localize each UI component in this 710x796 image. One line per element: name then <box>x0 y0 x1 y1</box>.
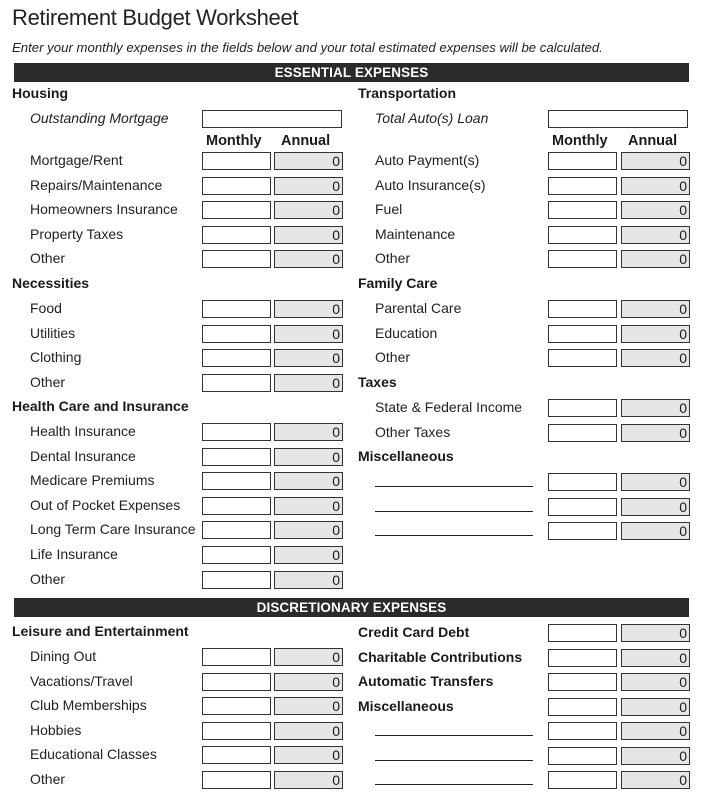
necessities-utilities-annual-value: 0 <box>274 325 343 343</box>
leisure-club-memberships-annual-value: 0 <box>274 697 343 715</box>
housing-mortgage-rent-monthly-input[interactable] <box>202 152 271 170</box>
health-health-insurance-annual-value: 0 <box>274 423 343 441</box>
health-life-insurance-label: Life Insurance <box>30 546 118 562</box>
discretionary-misc-custom-1-monthly-input[interactable] <box>548 722 617 740</box>
housing-other-annual-value: 0 <box>274 250 343 268</box>
necessities-food-monthly-input[interactable] <box>202 300 271 318</box>
discretionary-misc-custom-3-annual-value: 0 <box>621 771 690 789</box>
health-dental-insurance-monthly-input[interactable] <box>202 448 271 466</box>
miscellaneous-custom-2-monthly-input[interactable] <box>548 498 617 516</box>
health-medicare-premiums-monthly-input[interactable] <box>202 472 271 490</box>
family-care-parental-care-monthly-input[interactable] <box>548 300 617 318</box>
housing-section-title: Housing <box>12 85 68 101</box>
family-care-other-annual-value: 0 <box>621 349 690 367</box>
leisure-club-memberships-label: Club Memberships <box>30 697 147 714</box>
leisure-educational-classes-monthly-input[interactable] <box>202 746 271 764</box>
necessities-other-annual-value: 0 <box>274 374 343 392</box>
housing-repairs-maintenance-monthly-input[interactable] <box>202 177 271 195</box>
outstanding-mortgage-label: Outstanding Mortgage <box>30 110 169 126</box>
miscellaneous-custom-3-monthly-input[interactable] <box>548 522 617 540</box>
transportation-other-monthly-input[interactable] <box>548 250 617 268</box>
housing-mortgage-rent-label: Mortgage/Rent <box>30 152 123 168</box>
charitable-contributions-label: Charitable Contributions <box>358 648 523 665</box>
housing-homeowners-insurance-annual-value: 0 <box>274 201 343 219</box>
transportation-other-annual-value: 0 <box>621 250 690 268</box>
health-out-of-pocket-expenses-annual-value: 0 <box>274 497 343 515</box>
necessities-clothing-annual-value: 0 <box>274 349 343 367</box>
transportation-fuel-monthly-input[interactable] <box>548 201 617 219</box>
leisure-dining-out-label: Dining Out <box>30 648 97 664</box>
discretionary-misc-custom-2-monthly-input[interactable] <box>548 747 617 765</box>
family-care-education-annual-value: 0 <box>621 325 690 343</box>
page-title: Retirement Budget Worksheet <box>12 5 299 30</box>
health-out-of-pocket-expenses-label: Out of Pocket Expenses <box>30 496 181 513</box>
annual-column-header: Annual <box>281 133 331 149</box>
health-dental-insurance-label: Dental Insurance <box>30 447 136 464</box>
family-care-parental-care-label: Parental Care <box>375 300 462 316</box>
leisure-section-title: Leisure and Entertainment <box>12 623 189 639</box>
leisure-educational-classes-label: Educational Classes <box>30 746 157 763</box>
family-care-education-monthly-input[interactable] <box>548 325 617 343</box>
automatic-transfers-monthly-input[interactable] <box>548 673 617 691</box>
miscellaneous-section-title: Miscellaneous <box>358 448 454 464</box>
custom-label-line[interactable] <box>375 535 533 536</box>
leisure-vacations-travel-annual-value: 0 <box>274 673 343 691</box>
taxes-state-federal-income-label: State & Federal Income <box>375 399 523 415</box>
health-other-label: Other <box>30 570 66 587</box>
health-medicare-premiums-annual-value: 0 <box>274 472 343 490</box>
transportation-auto-insurance-s-label: Auto Insurance(s) <box>375 176 486 193</box>
leisure-dining-out-annual-value: 0 <box>274 648 343 666</box>
leisure-hobbies-monthly-input[interactable] <box>202 722 271 740</box>
total-auto-loan-label: Total Auto(s) Loan <box>375 110 489 126</box>
family-care-education-label: Education <box>375 324 438 341</box>
custom-label-line[interactable] <box>375 784 533 785</box>
necessities-clothing-monthly-input[interactable] <box>202 349 271 367</box>
miscellaneous-custom-1-monthly-input[interactable] <box>548 473 617 491</box>
health-other-monthly-input[interactable] <box>202 571 271 589</box>
leisure-vacations-travel-label: Vacations/Travel <box>30 672 133 689</box>
health-other-annual-value: 0 <box>274 571 343 589</box>
miscellaneous-custom-2-annual-value: 0 <box>621 498 690 516</box>
leisure-vacations-travel-monthly-input[interactable] <box>202 673 271 691</box>
transportation-maintenance-label: Maintenance <box>375 225 456 242</box>
monthly-column-header: Monthly <box>552 133 608 149</box>
health-section-title: Health Care and Insurance <box>12 398 189 414</box>
leisure-other-annual-value: 0 <box>274 771 343 789</box>
miscellaneous-monthly-input[interactable] <box>548 698 617 716</box>
health-life-insurance-monthly-input[interactable] <box>202 546 271 564</box>
discretionary-expenses-header: DISCRETIONARY EXPENSES <box>14 598 689 617</box>
custom-label-line[interactable] <box>375 486 533 487</box>
necessities-utilities-label: Utilities <box>30 324 76 341</box>
miscellaneous-annual-value: 0 <box>621 698 690 716</box>
discretionary-misc-custom-1-annual-value: 0 <box>621 722 690 740</box>
health-health-insurance-monthly-input[interactable] <box>202 423 271 441</box>
leisure-hobbies-label: Hobbies <box>30 721 82 738</box>
housing-property-taxes-monthly-input[interactable] <box>202 226 271 244</box>
health-medicare-premiums-label: Medicare Premiums <box>30 472 155 489</box>
transportation-auto-payment-s-label: Auto Payment(s) <box>375 152 480 168</box>
instructions: Enter your monthly expenses in the fields below and your total estimated expenses will be calculated. <box>12 40 603 55</box>
leisure-club-memberships-monthly-input[interactable] <box>202 697 271 715</box>
housing-homeowners-insurance-label: Homeowners Insurance <box>30 201 178 218</box>
annual-column-header: Annual <box>628 133 678 149</box>
credit-card-debt-annual-value: 0 <box>621 624 690 642</box>
miscellaneous-custom-3-annual-value: 0 <box>621 522 690 540</box>
health-long-term-care-insurance-monthly-input[interactable] <box>202 521 271 539</box>
health-out-of-pocket-expenses-monthly-input[interactable] <box>202 497 271 515</box>
health-dental-insurance-annual-value: 0 <box>274 448 343 466</box>
health-health-insurance-label: Health Insurance <box>30 423 136 439</box>
charitable-contributions-monthly-input[interactable] <box>548 649 617 667</box>
necessities-other-monthly-input[interactable] <box>202 374 271 392</box>
automatic-transfers-annual-value: 0 <box>621 673 690 691</box>
health-life-insurance-annual-value: 0 <box>274 546 343 564</box>
housing-property-taxes-label: Property Taxes <box>30 225 124 242</box>
monthly-column-header: Monthly <box>206 133 262 149</box>
leisure-hobbies-annual-value: 0 <box>274 722 343 740</box>
transportation-fuel-label: Fuel <box>375 201 403 218</box>
necessities-clothing-label: Clothing <box>30 349 82 366</box>
necessities-utilities-monthly-input[interactable] <box>202 325 271 343</box>
health-long-term-care-insurance-label: Long Term Care Insurance <box>30 521 196 538</box>
custom-label-line[interactable] <box>375 735 533 736</box>
health-long-term-care-insurance-annual-value: 0 <box>274 521 343 539</box>
housing-other-label: Other <box>30 250 66 267</box>
charitable-contributions-annual-value: 0 <box>621 649 690 667</box>
housing-repairs-maintenance-annual-value: 0 <box>274 177 343 195</box>
leisure-educational-classes-annual-value: 0 <box>274 746 343 764</box>
leisure-dining-out-monthly-input[interactable] <box>202 648 271 666</box>
necessities-food-label: Food <box>30 300 62 316</box>
family-care-other-label: Other <box>375 349 411 366</box>
family-care-other-monthly-input[interactable] <box>548 349 617 367</box>
taxes-state-federal-income-monthly-input[interactable] <box>548 399 617 417</box>
credit-card-debt-label: Credit Card Debt <box>358 624 470 640</box>
custom-label-line[interactable] <box>375 511 533 512</box>
transportation-auto-insurance-s-annual-value: 0 <box>621 177 690 195</box>
family-care-parental-care-annual-value: 0 <box>621 300 690 318</box>
taxes-other-taxes-monthly-input[interactable] <box>548 424 617 442</box>
outstanding-mortgage-input[interactable] <box>202 110 342 128</box>
discretionary-misc-custom-2-annual-value: 0 <box>621 747 690 765</box>
essential-expenses-header: ESSENTIAL EXPENSES <box>14 63 689 82</box>
total-auto-loan-input[interactable] <box>548 110 688 128</box>
housing-other-monthly-input[interactable] <box>202 250 271 268</box>
transportation-maintenance-monthly-input[interactable] <box>548 226 617 244</box>
necessities-other-label: Other <box>30 373 66 390</box>
leisure-other-monthly-input[interactable] <box>202 771 271 789</box>
transportation-fuel-annual-value: 0 <box>621 201 690 219</box>
housing-mortgage-rent-annual-value: 0 <box>274 152 343 170</box>
taxes-other-taxes-annual-value: 0 <box>621 424 690 442</box>
automatic-transfers-label: Automatic Transfers <box>358 673 494 690</box>
transportation-maintenance-annual-value: 0 <box>621 226 690 244</box>
taxes-other-taxes-label: Other Taxes <box>375 423 451 440</box>
housing-repairs-maintenance-label: Repairs/Maintenance <box>30 176 163 193</box>
necessities-section-title: Necessities <box>12 275 90 291</box>
leisure-other-label: Other <box>30 771 66 787</box>
transportation-section-title: Transportation <box>358 85 457 101</box>
taxes-state-federal-income-annual-value: 0 <box>621 399 690 417</box>
credit-card-debt-monthly-input[interactable] <box>548 624 617 642</box>
transportation-auto-payment-s-monthly-input[interactable] <box>548 152 617 170</box>
necessities-food-annual-value: 0 <box>274 300 343 318</box>
discretionary-misc-custom-3-monthly-input[interactable] <box>548 771 617 789</box>
housing-homeowners-insurance-monthly-input[interactable] <box>202 201 271 219</box>
miscellaneous-custom-1-annual-value: 0 <box>621 473 690 491</box>
transportation-auto-insurance-s-monthly-input[interactable] <box>548 177 617 195</box>
family-care-section-title: Family Care <box>358 275 438 291</box>
miscellaneous-label: Miscellaneous <box>358 697 454 714</box>
transportation-auto-payment-s-annual-value: 0 <box>621 152 690 170</box>
custom-label-line[interactable] <box>375 760 533 761</box>
transportation-other-label: Other <box>375 250 411 267</box>
taxes-section-title: Taxes <box>358 374 397 390</box>
housing-property-taxes-annual-value: 0 <box>274 226 343 244</box>
